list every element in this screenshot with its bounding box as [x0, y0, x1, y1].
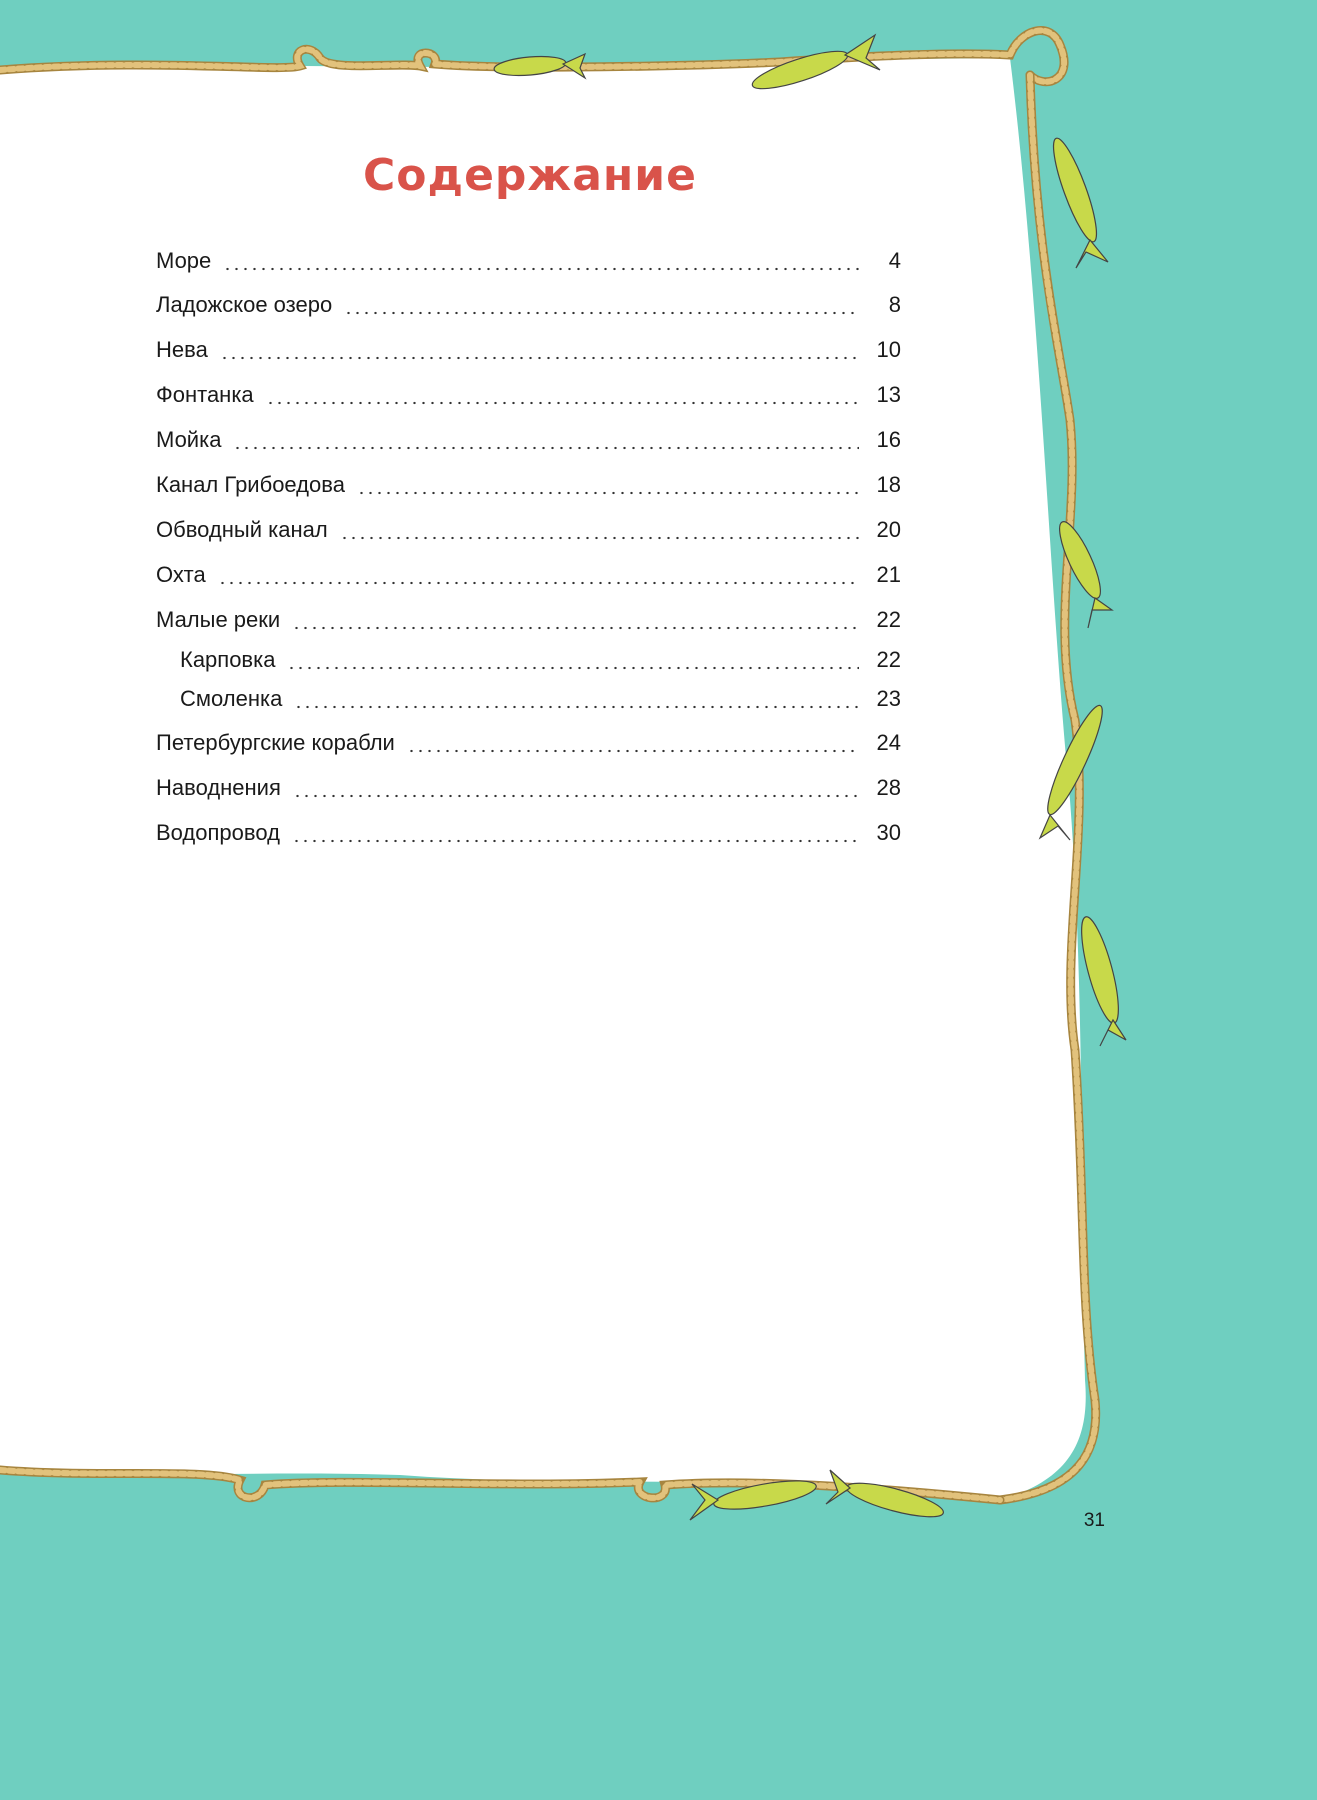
toc-entry: [156, 820, 901, 850]
toc-entry-page: 24: [876, 730, 901, 755]
toc-entry-page: 4: [888, 248, 901, 273]
toc-entry-page: 22: [876, 607, 901, 632]
dot-leader: [223, 267, 859, 271]
toc-entry-label: Нева: [156, 337, 208, 362]
toc-entry-page: 13: [876, 382, 901, 407]
dot-leader: [220, 356, 859, 360]
toc-entry-label: Фонтанка: [156, 382, 254, 407]
toc-entry-label: Малые реки: [156, 607, 281, 632]
toc-entry-label: Карповка: [180, 647, 276, 672]
toc-entry-label: Петербургские корабли: [156, 730, 395, 755]
toc-entry-label: Море: [156, 248, 212, 273]
dot-leader: [218, 581, 859, 585]
toc-entry: [156, 472, 901, 502]
dot-leader: [266, 401, 859, 405]
toc-entry-page: 10: [876, 337, 901, 362]
toc-entry-page: 21: [876, 562, 901, 587]
toc-entry: [156, 730, 901, 760]
toc-entry: [156, 248, 901, 278]
toc-entry-label: Смоленка: [180, 686, 283, 711]
dot-leader: [233, 446, 859, 450]
toc-entry: [156, 607, 901, 637]
toc-entry-label: Охта: [156, 562, 206, 587]
toc-entry: [156, 427, 901, 457]
dot-leader: [407, 749, 859, 753]
toc-entry-label: Ладожское озеро: [156, 292, 333, 317]
toc-entry: [156, 382, 901, 412]
dot-leader: [287, 666, 859, 670]
toc-entry-page: 8: [888, 292, 901, 317]
page-number: 31: [1083, 1510, 1105, 1531]
toc-entry: [156, 647, 901, 677]
toc-entry-page: 16: [876, 427, 901, 452]
toc-entry-page: 18: [876, 472, 901, 497]
toc-entry-page: 30: [876, 820, 901, 845]
dot-leader: [344, 311, 859, 315]
toc-entry: [156, 686, 901, 716]
toc-entry-label: Обводный канал: [156, 517, 328, 542]
toc-entry-page: 28: [876, 775, 901, 800]
dot-leader: [292, 839, 859, 843]
toc-entry: [156, 517, 901, 547]
page-title: Содержание: [363, 150, 697, 201]
dot-leader: [294, 705, 859, 709]
toc-entry-page: 23: [876, 686, 901, 711]
toc-entry-page: 22: [876, 647, 901, 672]
toc-entry-label: Канал Грибоедова: [156, 472, 345, 497]
toc-entry: [156, 337, 901, 367]
dot-leader: [340, 536, 859, 540]
dot-leader: [357, 491, 859, 495]
dot-leader: [293, 794, 859, 798]
toc-entry-page: 20: [876, 517, 901, 542]
toc-entry-label: Мойка: [156, 427, 222, 452]
toc-entry-label: Наводнения: [156, 775, 281, 800]
toc-entry: [156, 562, 901, 592]
toc-entry: [156, 292, 901, 322]
dot-leader: [292, 626, 859, 630]
toc-entry-label: Водопровод: [156, 820, 280, 845]
toc-entry: [156, 775, 901, 805]
